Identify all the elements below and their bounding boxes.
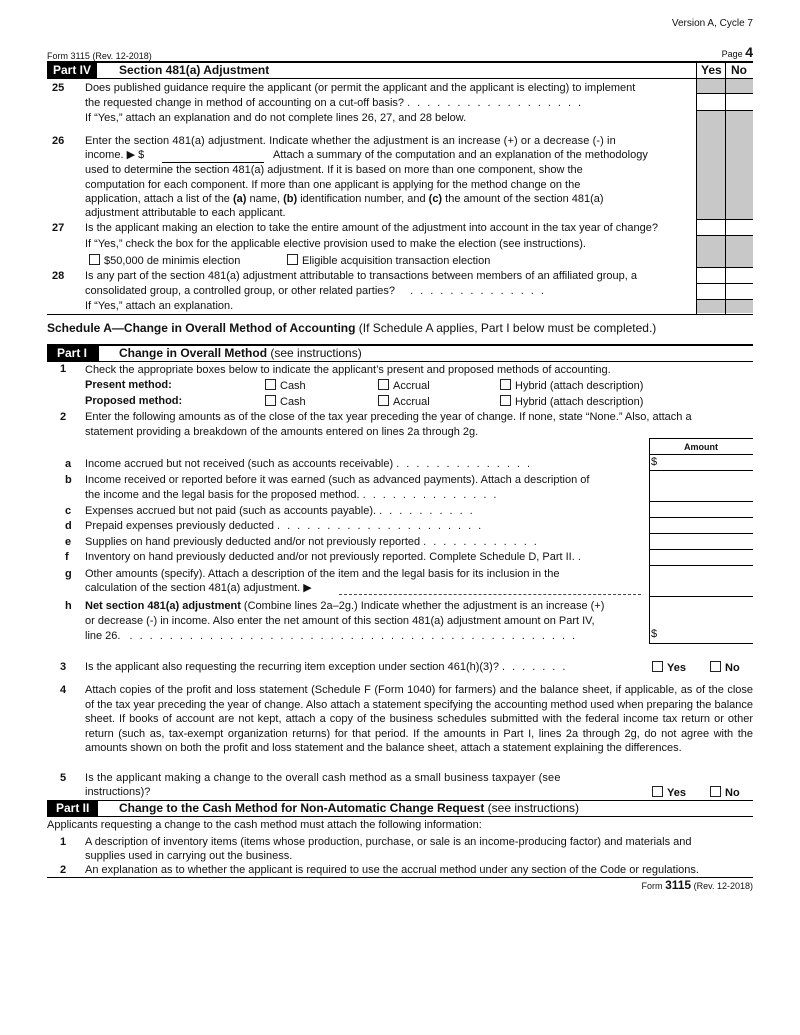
- present-method-label: Present method:: [85, 379, 172, 391]
- line2a-key: a: [65, 458, 72, 470]
- yes-label: Yes: [667, 662, 686, 674]
- leader-dots: ..............: [396, 458, 538, 470]
- line2e-key: e: [65, 536, 72, 548]
- line27-option-deminimis[interactable]: [89, 254, 240, 268]
- line2g-text-1: Other amounts (specify). Attach a description of the item and the legal basis for its inclusion in the: [85, 568, 560, 580]
- line25-number: 25: [52, 82, 65, 94]
- p1-line1-text: Check the appropriate boxes below to indicate the applicant’s present and proposed methods of accounting.: [85, 364, 611, 376]
- line2c: [85, 505, 480, 518]
- leader-dots: ..............: [362, 489, 504, 501]
- yes-column-header: Yes: [701, 63, 722, 77]
- checkbox[interactable]: [652, 786, 663, 797]
- t: name,: [246, 193, 284, 205]
- proposed-cash[interactable]: [265, 395, 306, 409]
- checkbox[interactable]: [265, 395, 276, 406]
- line5-text-2: instructions)?: [85, 786, 151, 798]
- leader-dots: ..........: [379, 505, 480, 517]
- version-label: Version A, Cycle 7: [671, 18, 753, 29]
- page-label: Page: [721, 49, 743, 59]
- line2h-line3: [85, 630, 582, 643]
- line5-no[interactable]: [710, 786, 740, 800]
- line25-question: the requested change in method of accounting on a cut-off basis?: [85, 97, 405, 109]
- part2-item1-text-2: supplies used in carrying out the business.: [85, 850, 293, 862]
- amount-rule: [649, 533, 753, 534]
- line26-text-2: income. ▶ $: [85, 149, 145, 161]
- option-label: $50,000 de minimis election: [104, 255, 241, 267]
- line26-gray-no[interactable]: [726, 111, 753, 219]
- schedule-a-bold: Schedule A—Change in Overall Method of Accounting: [47, 321, 356, 335]
- line2e: [85, 536, 544, 549]
- part2-intro: Applicants requesting a change to the cash method must attach the following information:: [47, 819, 482, 831]
- line2h-dollar[interactable]: $: [651, 628, 658, 640]
- line27-text-1: Is the applicant making an election to take the entire amount of the adjustment into account in the tax year of change?: [85, 222, 658, 234]
- line26-amount-field[interactable]: [162, 162, 264, 163]
- part4-header-rule: [47, 78, 753, 79]
- line2b-text-2: the income and the legal basis for the proposed method.: [85, 489, 360, 501]
- checkbox[interactable]: [287, 254, 298, 265]
- t-bold-a: (a): [232, 193, 247, 205]
- amount-rule: [649, 454, 753, 455]
- footer-form-id: [642, 879, 753, 893]
- line2a: [85, 458, 537, 471]
- part1-badge: Part I: [47, 346, 99, 361]
- part2-title: [119, 801, 579, 816]
- line25-gray-yes[interactable]: [697, 79, 725, 93]
- p1-line3-number: 3: [60, 661, 67, 673]
- no-label: No: [725, 662, 740, 674]
- p1-line1-number: 1: [60, 363, 67, 375]
- t-bold-c: (c): [428, 193, 443, 205]
- schedule-a-title: [47, 321, 656, 336]
- proposed-accrual[interactable]: [378, 395, 430, 409]
- col-rule-3: [696, 219, 753, 220]
- p1-line3: [85, 661, 572, 674]
- amount-rule: [649, 565, 753, 566]
- line2f-key: f: [65, 551, 69, 563]
- line26-text-1: Enter the section 481(a) adjustment. Indicate whether the adjustment is an increase (+) or a decrease (-) in: [85, 135, 616, 147]
- line2h-text-3: line 26.: [85, 630, 121, 642]
- line2h-text-1: [85, 600, 604, 613]
- line2f: [85, 551, 588, 564]
- leader-dots: ............: [423, 536, 544, 548]
- line26-gray-yes[interactable]: [697, 111, 725, 219]
- line2h-key: h: [65, 600, 72, 612]
- line27-number: 27: [52, 222, 65, 234]
- schedule-a-rest: (If Schedule A applies, Part I below must be completed.): [355, 321, 657, 335]
- p1-line2-number: 2: [60, 411, 67, 423]
- line2f-text: Inventory on hand previously deducted and/or not previously reported. Complete Schedule D, Part II.: [85, 551, 575, 563]
- leader-dots: .............................................: [129, 630, 583, 642]
- line28-gray-no[interactable]: [726, 300, 753, 313]
- line27-option-acquisition[interactable]: [287, 254, 490, 268]
- checkbox[interactable]: [500, 395, 511, 406]
- amount-rule: [649, 643, 753, 644]
- line2d: [85, 520, 488, 533]
- label: Hybrid (attach description): [515, 380, 644, 392]
- amount-col-left: [649, 438, 650, 643]
- label: Hybrid (attach description): [515, 396, 644, 408]
- line3-no[interactable]: [710, 661, 740, 675]
- checkbox[interactable]: [89, 254, 100, 265]
- label: Cash: [280, 396, 306, 408]
- line2e-text: Supplies on hand previously deducted and/or not previously reported: [85, 536, 421, 548]
- leader-dots: ..................: [407, 97, 589, 109]
- leader-dots: .......: [502, 661, 573, 673]
- line2b-line2: [85, 489, 503, 502]
- line25-gray-no[interactable]: [726, 79, 753, 93]
- line5-yes[interactable]: [652, 786, 686, 800]
- no-column-header: No: [731, 63, 747, 77]
- footer-number: 3115: [665, 878, 692, 892]
- line2d-key: d: [65, 520, 72, 532]
- line2h-text-2: or decrease (-) in income. Also enter the net amount of this section 481(a) adjustment amount on Part IV,: [85, 615, 595, 627]
- option-label: Eligible acquisition transaction election: [302, 255, 491, 267]
- checkbox[interactable]: [378, 395, 389, 406]
- page-indicator: [722, 46, 753, 61]
- amount-col-top: [649, 438, 753, 439]
- yes-label: Yes: [667, 787, 686, 799]
- line28-text-1: Is any part of the section 481(a) adjustment attributable to transactions between members of an affiliated group, a: [85, 270, 637, 282]
- line2d-text: Prepaid expenses previously deducted: [85, 520, 274, 532]
- line2a-dollar[interactable]: $: [651, 456, 658, 468]
- line26-text-7: adjustment attributable to each applicant.: [85, 207, 286, 219]
- label: Accrual: [393, 396, 430, 408]
- t: application, attach a list of the: [85, 193, 233, 205]
- part1-title-bold: Change in Overall Method: [119, 346, 268, 360]
- present-hybrid[interactable]: [500, 379, 643, 393]
- line28-instruction: If “Yes,” attach an explanation.: [85, 300, 234, 312]
- line5-text-1: Is the applicant making a change to the overall cash method as a small business taxpayer (see: [85, 772, 561, 784]
- leader-dots: .....................: [277, 520, 489, 532]
- part2-title-bold: Change to the Cash Method for Non-Automatic Change Request: [119, 801, 485, 815]
- line26-text-4: used to determine the section 481(a) adjustment. If it is based on more than one component, show the: [85, 164, 583, 176]
- line28-text-2: [85, 285, 551, 298]
- amount-rule: [649, 501, 753, 502]
- label: Accrual: [393, 380, 430, 392]
- part2-badge: Part II: [47, 801, 98, 816]
- t: the amount of the section 481(a): [442, 193, 604, 205]
- line27-gray-no[interactable]: [726, 235, 753, 267]
- form-revision: Form 3115 (Rev. 12-2018): [47, 51, 152, 61]
- checkbox[interactable]: [710, 786, 721, 797]
- line28-number: 28: [52, 270, 65, 282]
- line25-text: Does published guidance require the applicant (or permit the applicant and the applicant is electing) to implement: [85, 82, 636, 94]
- page-number: 4: [745, 44, 753, 60]
- line26-text-3: Attach a summary of the computation and an explanation of the methodology: [273, 149, 648, 161]
- line28-gray-yes[interactable]: [697, 300, 725, 313]
- part2-header-rule: [47, 816, 753, 817]
- line2b-text-1: Income received or reported before it was earned (such as advanced payments). Attach a description of: [85, 474, 590, 486]
- line2b-key: b: [65, 474, 72, 486]
- p1-line4-number: 4: [60, 684, 67, 696]
- line2a-text: Income accrued but not received (such as accounts receivable): [85, 458, 394, 470]
- line2c-key: c: [65, 505, 72, 517]
- col-rule-6: [696, 283, 753, 284]
- part4-title: Section 481(a) Adjustment: [119, 63, 270, 77]
- present-accrual[interactable]: [378, 379, 430, 393]
- line2g-key: g: [65, 568, 72, 580]
- line4-paragraph: Attach copies of the profit and loss statement (Schedule F (Form 1040) for farmers) and the balance sheet, if applicable, as of the close of the tax year preceding the year of change. Also attach a statement specifying the accounting method used when preparing the balance sheet. If books of account are not kept, attach a copy of the business schedules submitted with the federal income tax return or other return (such as, tax-exempt organization returns) for that period. If the amounts in Part I, lines 2a through 2g, do not agree with the amounts shown on both the profit and loss statement and the balance sheet, attach a statement explaining the differences.: [85, 684, 753, 755]
- amount-rule: [649, 517, 753, 518]
- part2-item2-text: An explanation as to whether the applicant is required to use the accrual method under any section of the Code or regulations.: [85, 864, 699, 876]
- leader-dots: ..............: [410, 285, 551, 297]
- part4-bottom-rule: [47, 314, 753, 315]
- part2-title-rest: (see instructions): [484, 801, 580, 815]
- col-rule-4: [696, 235, 753, 236]
- col-rule-7: [696, 299, 753, 300]
- checkbox[interactable]: [265, 379, 276, 390]
- p1-line5-number: 5: [60, 772, 67, 784]
- col-rule-5: [696, 267, 753, 268]
- line26-text-5: computation for each component. If more than one applicant is applying for the method change on the: [85, 179, 581, 191]
- col-rule-1: [696, 93, 753, 94]
- checkbox[interactable]: [710, 661, 721, 672]
- amount-rule: [649, 470, 753, 471]
- label: Cash: [280, 380, 306, 392]
- t-bold-b: (b): [283, 193, 298, 205]
- proposed-hybrid[interactable]: [500, 395, 643, 409]
- line2c-text: Expenses accrued but not paid (such as accounts payable).: [85, 505, 377, 517]
- line3-yes[interactable]: [652, 661, 686, 675]
- line27-text-2: If “Yes,” check the box for the applicable elective provision used to make the election (see instructions).: [85, 238, 586, 250]
- line25-text-2: [85, 97, 588, 110]
- amount-header: Amount: [684, 442, 718, 452]
- line2g-text-2: calculation of the section 481(a) adjustment. ▶: [85, 582, 312, 594]
- part1-title-rest: (see instructions): [267, 346, 362, 360]
- part2-item1-text-1: A description of inventory items (items whose production, purchase, or sale is an income-producing factor) and materials and: [85, 836, 692, 848]
- line26-number: 26: [52, 135, 65, 147]
- no-label: No: [725, 787, 740, 799]
- part2-item1-number: 1: [60, 836, 67, 848]
- present-cash[interactable]: [265, 379, 306, 393]
- t: identification number, and: [297, 193, 429, 205]
- amount-rule: [649, 549, 753, 550]
- part4-badge: Part IV: [47, 63, 97, 78]
- p1-line2-text-1: Enter the following amounts as of the close of the tax year preceding the year of change. If none, state “None.” Also, attach a: [85, 411, 692, 423]
- line2g-specify-field[interactable]: [339, 594, 641, 595]
- checkbox[interactable]: [500, 379, 511, 390]
- footer-rule: [47, 877, 753, 878]
- amount-rule: [649, 596, 753, 597]
- line2h-bold: Net section 481(a) adjustment: [85, 600, 241, 612]
- line27-gray-yes[interactable]: [697, 235, 725, 267]
- footer-rev: (Rev. 12-2018): [693, 881, 753, 891]
- line26-text-6: [85, 193, 604, 206]
- proposed-method-label: Proposed method:: [85, 395, 183, 407]
- p1-line2-text-2: statement providing a breakdown of the amounts entered on lines 2a through 2g.: [85, 426, 479, 438]
- line3-text: Is the applicant also requesting the recurring item exception under section 461(h)(3)?: [85, 661, 499, 673]
- col-rule-2: [696, 110, 753, 111]
- checkbox[interactable]: [378, 379, 389, 390]
- line28-question: consolidated group, a controlled group, or other related parties?: [85, 285, 396, 297]
- part1-title: [119, 346, 362, 361]
- part1-header-rule: [47, 361, 753, 362]
- part2-item2-number: 2: [60, 864, 67, 876]
- line25-instruction: If “Yes,” attach an explanation and do not complete lines 26, 27, and 28 below.: [85, 112, 467, 124]
- checkbox[interactable]: [652, 661, 663, 672]
- line2h-rest: (Combine lines 2a–2g.) Indicate whether the adjustment is an increase (+): [240, 600, 605, 612]
- leader-dots: .: [577, 551, 588, 563]
- footer-form: Form: [641, 881, 663, 891]
